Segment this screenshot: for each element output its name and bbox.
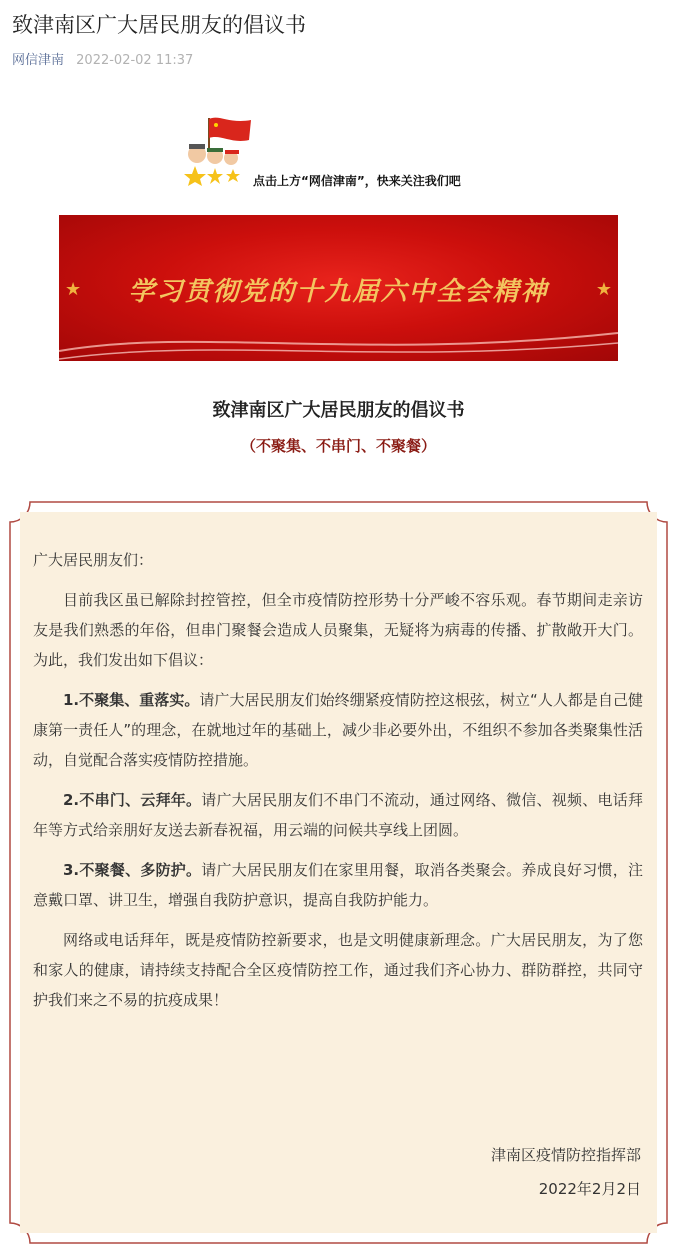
proposal-text: 请广大居民朋友们在家里用餐，取消各类聚会。养成良好习惯，注意戴口罩、讲卫生，增强自我防护意识，提高自我防护能力。 <box>33 861 643 909</box>
account-name-link[interactable]: 网信津南 <box>12 53 65 68</box>
star-icon: ★ <box>65 279 82 300</box>
proposal-text: 请广大居民朋友们不串门不流动，通过网络、微信、视频、电话拜年等方式给亲朋好友送去新春祝福，用云端的问候共享线上团圆。 <box>33 791 643 839</box>
follow-prompt-row <box>183 114 513 190</box>
sign-date: 2022年2月2日 <box>538 1180 641 1198</box>
proposal-item <box>33 685 643 775</box>
proposal-heading: 1.不聚集、重落实。 <box>63 691 200 709</box>
banner-slogan: 学习贯彻党的十九届六中全会精神 <box>128 277 549 307</box>
document-subtitle: （不聚集、不串门、不聚餐） <box>240 437 436 455</box>
signature: 津南区疫情防控指挥部 <box>490 1146 641 1164</box>
proposal-item <box>33 785 643 845</box>
publish-date: 2022-02-02 11:37 <box>76 53 194 68</box>
proposal-item <box>33 855 643 915</box>
article-title: 致津南区广大居民朋友的倡议书 <box>12 13 306 37</box>
proposal-text: 请广大居民朋友们始终绷紧疫情防控这根弦，树立“人人都是自己健康第一责任人”的理念，在就地过年的基础上，减少非必要外出，不组织不参加各类聚集性活动，自觉配合落实疫情防控措施。 <box>33 691 644 769</box>
follow-prompt-text[interactable]: 点击上方“网信津南”，快来关注我们吧 <box>253 174 461 188</box>
closing-paragraph: 网络或电话拜年，既是疫情防控新要求，也是文明健康新理念。广大居民朋友，为了您和家人的健康，请持续支持配合全区疫情防控工作，通过我们齐心协力、群防群控，共同守护我们来之不易的抗疫成果！ <box>33 931 643 1009</box>
slogan-banner <box>59 215 618 361</box>
mascot-flag-icon <box>183 114 255 186</box>
intro-paragraph: 目前我区虽已解除封控管控，但全市疫情防控形势十分严峻不容乐观。春节期间走亲访友是我们熟悉的年俗，但串门聚餐会造成人员聚集，无疑将为病毒的传播、扩散敞开大门。为此，我们发出如下倡议： <box>33 591 643 669</box>
salutation: 广大居民朋友们： <box>33 551 154 569</box>
signature-block <box>491 1138 641 1206</box>
star-icon: ★ <box>595 279 612 300</box>
letter-body <box>33 545 643 1025</box>
article-meta <box>12 52 193 70</box>
banner-wave-decoration <box>59 321 618 361</box>
proposal-heading: 2.不串门、云拜年。 <box>63 791 202 809</box>
proposal-heading: 3.不聚餐、多防护。 <box>63 861 202 879</box>
document-title: 致津南区广大居民朋友的倡议书 <box>212 400 465 421</box>
